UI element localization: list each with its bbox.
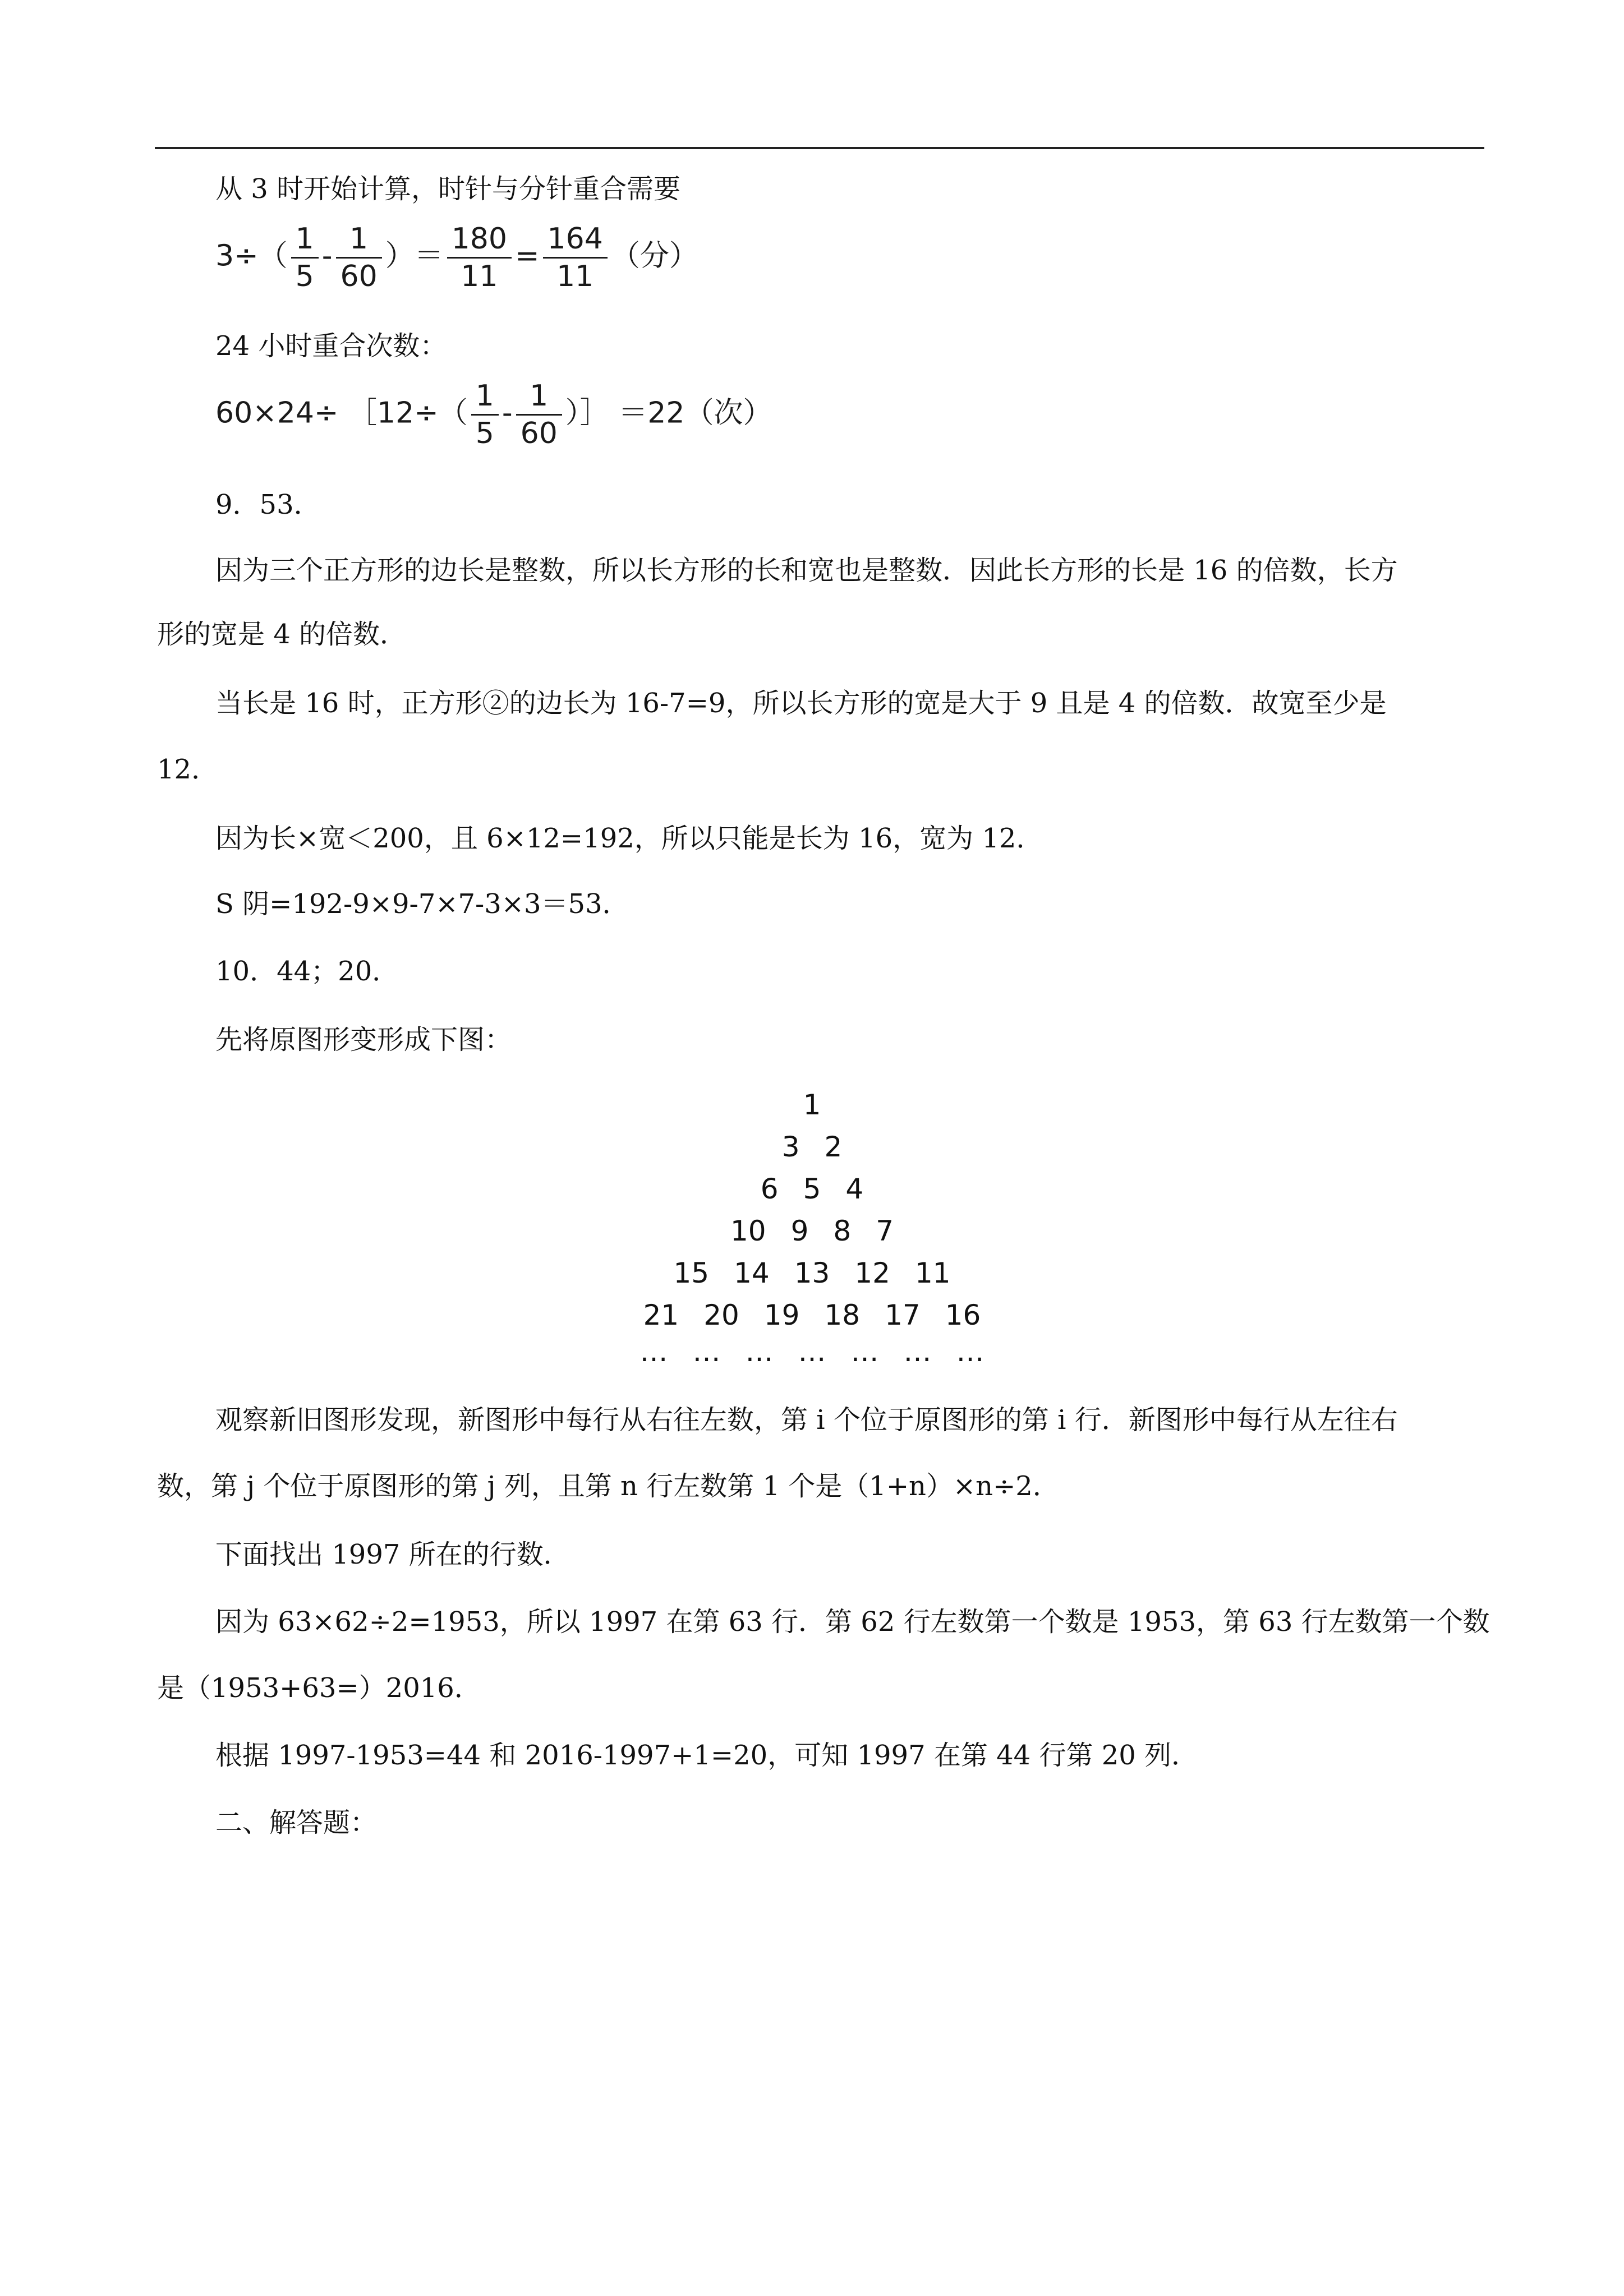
triangle-number: 11	[914, 1257, 951, 1289]
fraction: $\frac{1}{5}$	[471, 380, 499, 449]
formula-text: ）］ ＝22（次）	[565, 396, 772, 430]
header-rule	[155, 147, 1484, 149]
fraction: $\frac{1}{60}$	[516, 380, 562, 449]
triangle-number: 17	[885, 1299, 921, 1331]
formula-text: =	[514, 239, 540, 273]
triangle-row	[0, 1211, 1624, 1251]
formula-text: -	[321, 239, 333, 273]
triangle-row	[0, 1295, 1624, 1335]
triangle-row	[0, 1127, 1624, 1167]
formula-text: -	[502, 396, 513, 430]
triangle-number: 21	[643, 1299, 679, 1331]
triangle-number: 3	[781, 1131, 800, 1163]
formula-coincide-time	[215, 223, 698, 292]
text-line: S 阴=192-9×9-7×7-3×3＝53．	[215, 888, 629, 920]
triangle-ellipsis: …	[692, 1335, 721, 1368]
text-line: 因为三个正方形的边长是整数，所以长方形的长和宽也是整数．因此长方形的长是 16 的倍数，长方	[215, 555, 1398, 586]
formula-text: 60×24÷ ［12÷（	[215, 396, 468, 430]
triangle-number: 2	[824, 1131, 843, 1163]
answer-10: 10．44；20．	[215, 956, 399, 987]
triangle-number: 13	[794, 1257, 830, 1289]
text-line: 当长是 16 时，正方形②的边长为 16-7=9，所以长方形的宽是大于 9 且是 4 的倍数．故宽至少是	[215, 688, 1387, 719]
text-line: 12．	[157, 754, 219, 785]
triangle-number: 9	[790, 1215, 809, 1247]
fraction: $\frac{1}{60}$	[336, 223, 382, 292]
triangle-ellipsis: …	[903, 1335, 932, 1368]
triangle-number: 7	[876, 1215, 894, 1247]
formula-text: （分）	[610, 239, 698, 273]
formula-text: 3÷（	[215, 239, 288, 273]
triangle-number: 18	[824, 1299, 861, 1331]
fraction: $\frac{180}{11}$	[447, 223, 512, 292]
triangle-number: 1	[803, 1089, 821, 1121]
fraction: $\frac{164}{11}$	[543, 223, 608, 292]
text-line: 根据 1997-1953=44 和 2016-1997+1=20，可知 1997 在第 44 行第 20 列．	[215, 1740, 1199, 1771]
triangle-ellipsis: …	[640, 1335, 668, 1368]
triangle-number: 6	[760, 1173, 779, 1205]
triangle-ellipsis: …	[745, 1335, 774, 1368]
triangle-number: 8	[833, 1215, 852, 1247]
section-heading: 二、解答题：	[215, 1807, 378, 1838]
triangle-row	[0, 1332, 1624, 1371]
text-line: 因为长×宽＜200，且 6×12=192，所以只能是长为 16，宽为 12．	[215, 823, 1043, 854]
answer-9: 9．53．	[215, 489, 321, 520]
text-line: 下面找出 1997 所在的行数．	[215, 1539, 571, 1570]
triangle-ellipsis: …	[956, 1335, 984, 1368]
triangle-number: 4	[845, 1173, 864, 1205]
text-line: 形的宽是 4 的倍数．	[157, 619, 407, 650]
text-line: 因为 63×62÷2=1953，所以 1997 在第 63 行．第 62 行左数第一个数是 1953，第 63 行左数第一个数	[215, 1606, 1490, 1638]
text-line: 24 小时重合次数：	[215, 330, 447, 362]
formula-coincide-count	[215, 380, 772, 449]
triangle-number: 16	[945, 1299, 981, 1331]
triangle-row	[0, 1085, 1624, 1124]
triangle-number: 20	[703, 1299, 739, 1331]
triangle-ellipsis: …	[798, 1335, 826, 1368]
formula-text: ）＝	[385, 239, 444, 273]
triangle-number: 14	[734, 1257, 770, 1289]
triangle-number: 5	[803, 1173, 821, 1205]
fraction: $\frac{1}{5}$	[291, 223, 319, 292]
triangle-number: 19	[763, 1299, 800, 1331]
text-line: 先将原图形变形成下图：	[215, 1024, 512, 1055]
text-line: 从 3 时开始计算，时针与分针重合需要	[215, 173, 681, 205]
text-line: 是（1953+63=）2016．	[157, 1672, 481, 1704]
triangle-row	[0, 1253, 1624, 1293]
triangle-number: 15	[673, 1257, 710, 1289]
triangle-row	[0, 1169, 1624, 1209]
triangle-number: 12	[854, 1257, 890, 1289]
triangle-number: 10	[730, 1215, 766, 1247]
triangle-ellipsis: …	[850, 1335, 879, 1368]
text-line: 观察新旧图形发现，新图形中每行从右往左数，第 i 个位于原图形的第 i 行．新图形中每行从左往右	[215, 1404, 1398, 1436]
text-line: 数，第 j 个位于原图形的第 j 列，且第 n 行左数第 1 个是（1+n）×n÷2．	[157, 1470, 1060, 1502]
